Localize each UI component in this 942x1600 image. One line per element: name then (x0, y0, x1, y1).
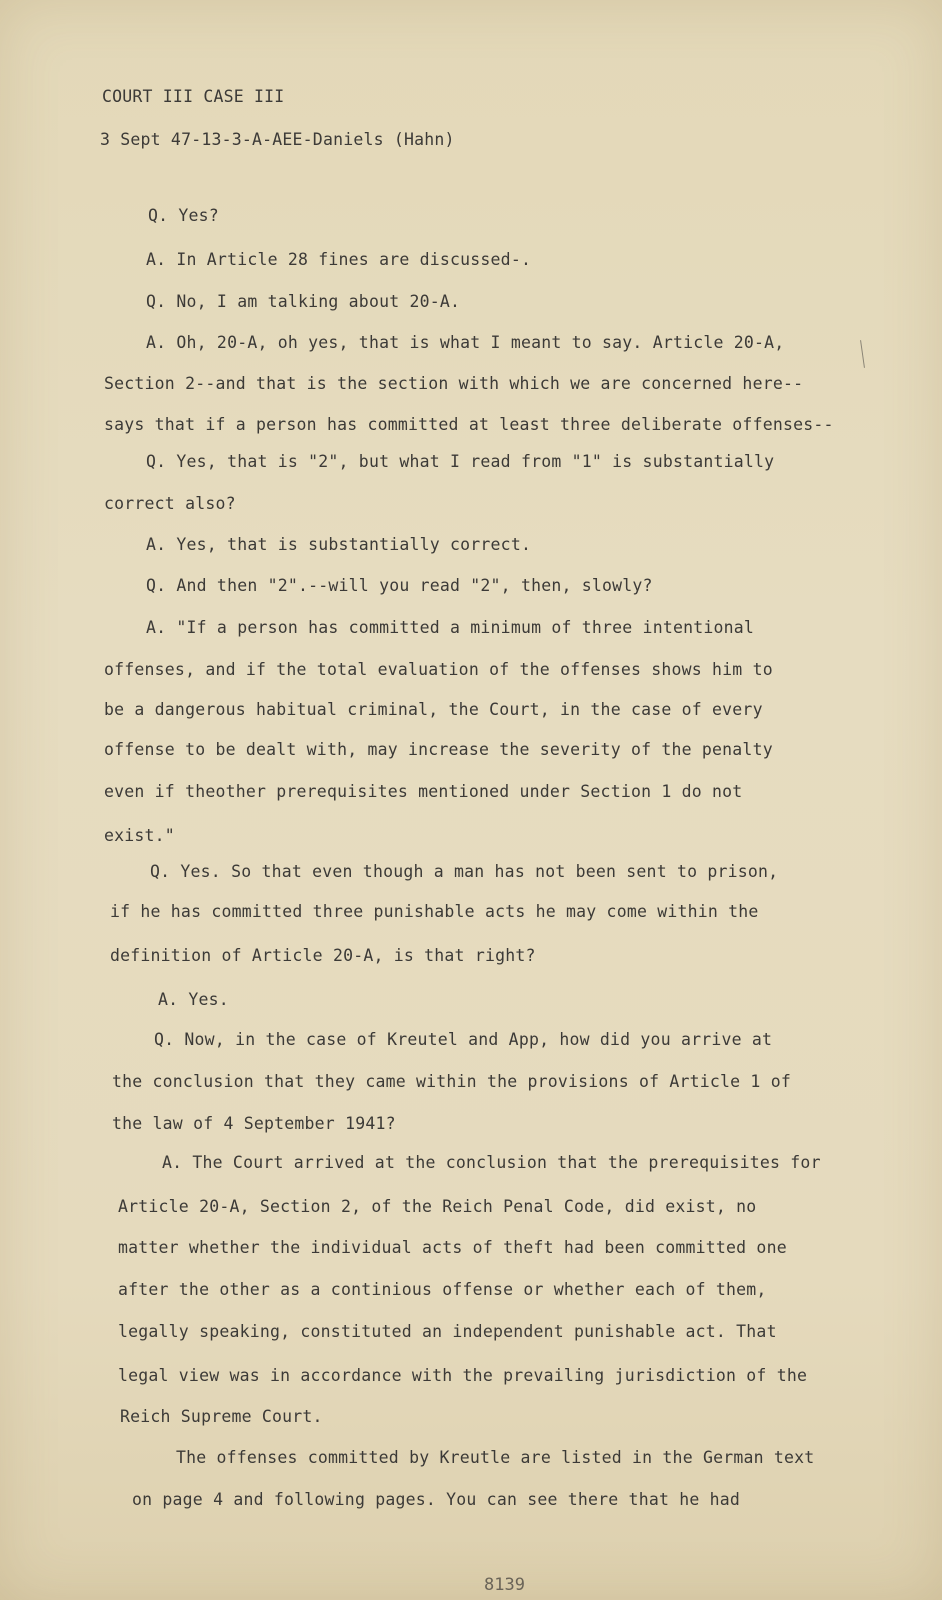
transcript-line: A. Yes. (158, 990, 229, 1009)
transcript-line: the law of 4 September 1941? (112, 1114, 396, 1133)
pencil-mark (860, 340, 865, 368)
transcript-line: after the other as a continious offense or whether each of them, (118, 1280, 767, 1299)
transcript-line: correct also? (104, 494, 236, 513)
date-line: 3 Sept 47-13-3-A-AEE-Daniels (Hahn) (100, 130, 455, 149)
transcript-line: A. In Article 28 fines are discussed-. (146, 250, 532, 269)
transcript-line: exist." (104, 826, 175, 845)
court-case-header: COURT III CASE III (102, 87, 285, 106)
transcript-line: legally speaking, constituted an independent punishable act. That (118, 1322, 777, 1341)
transcript-line: legal view was in accordance with the prevailing jurisdiction of the (118, 1366, 808, 1385)
transcript-line: even if theother prerequisites mentioned under Section 1 do not (104, 782, 743, 801)
transcript-line: offense to be dealt with, may increase the severity of the penalty (104, 740, 773, 759)
page-number: 8139 (484, 1575, 525, 1595)
transcript-line: offenses, and if the total evaluation of the offenses shows him to (104, 660, 773, 679)
transcript-line: Q. Yes, that is "2", but what I read from "1" is substantially (146, 452, 775, 471)
transcript-line: matter whether the individual acts of theft had been committed one (118, 1238, 787, 1257)
transcript-line: if he has committed three punishable acts he may come within the (110, 902, 759, 921)
transcript-line: Q. Now, in the case of Kreutel and App, how did you arrive at (154, 1030, 773, 1049)
transcript-line: The offenses committed by Kreutle are listed in the German text (176, 1448, 815, 1467)
transcript-line: Q. Yes. So that even though a man has not been sent to prison, (150, 862, 779, 881)
transcript-line: Q. Yes? (148, 206, 219, 225)
transcript-line: Q. No, I am talking about 20-A. (146, 292, 461, 311)
transcript-line: A. "If a person has committed a minimum of three intentional (146, 618, 755, 637)
transcript-line: be a dangerous habitual criminal, the Court, in the case of every (104, 700, 763, 719)
transcript-line: Section 2--and that is the section with which we are concerned here-- (104, 374, 804, 393)
transcript-line: A. Yes, that is substantially correct. (146, 535, 532, 554)
transcript-line: the conclusion that they came within the provisions of Article 1 of (112, 1072, 791, 1091)
transcript-line: Article 20-A, Section 2, of the Reich Penal Code, did exist, no (118, 1197, 757, 1216)
transcript-line: Reich Supreme Court. (120, 1407, 323, 1426)
transcript-line: Q. And then "2".--will you read "2", then, slowly? (146, 576, 653, 595)
transcript-line: A. Oh, 20-A, oh yes, that is what I meant to say. Article 20-A, (146, 333, 785, 352)
transcript-line: on page 4 and following pages. You can see there that he had (132, 1490, 741, 1509)
transcript-line: A. The Court arrived at the conclusion that the prerequisites for (162, 1153, 821, 1172)
transcript-line: definition of Article 20-A, is that right? (110, 946, 536, 965)
transcript-line: says that if a person has committed at least three deliberate offenses-- (104, 415, 834, 434)
